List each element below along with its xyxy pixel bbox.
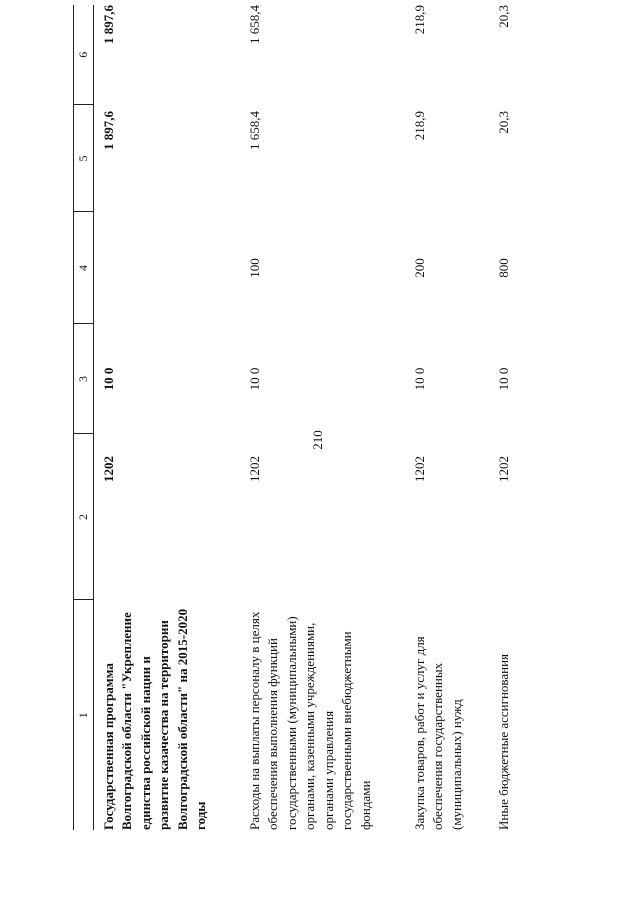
row-program-code: 10 0: [100, 367, 116, 391]
header-col-6: 6: [74, 5, 94, 105]
row-section-code: 1202: [411, 456, 427, 482]
row-expense-type: 800: [495, 258, 511, 278]
header-col-1: 1: [74, 600, 94, 830]
table-row: [489, 5, 535, 830]
header-col-3: 3: [74, 324, 94, 434]
row-name: Расходы на выплаты персоналу в целях обеспечения выполнения функций государственными (муниципальными) органами, казенными учреждениями, органами управления государственными внебюджетными фондами: [246, 611, 373, 830]
row-amount-col5: 218,9: [411, 111, 427, 141]
row-section-code: 1202: [495, 456, 511, 482]
row-amount-col6: 1 658,4: [246, 5, 262, 44]
rotated-table-container: [73, 5, 633, 830]
header-col-4: 4: [74, 212, 94, 324]
row-program-code: 10 0: [411, 367, 427, 391]
row-amount-col5: 20,3: [495, 111, 511, 134]
row-amount-col6: 218,9: [411, 5, 427, 35]
table-row: [93, 5, 240, 830]
header-col-5: 5: [74, 105, 94, 212]
row-section-code: 1202: [246, 456, 262, 482]
row-amount-col6: 1 897,6: [100, 5, 116, 44]
budget-table: [73, 5, 535, 830]
row-name: Закупка товаров, работ и услуг для обеспечения государственных (муниципальных) нужд: [411, 636, 464, 830]
row-expense-type: [93, 212, 240, 324]
row-program-code: 10 0: [495, 367, 511, 391]
row-expense-type: 200: [411, 258, 427, 278]
row-program-code: 10 0: [246, 367, 262, 391]
header-col-2: 2: [74, 434, 94, 600]
row-expense-type: 100: [246, 258, 262, 278]
table-row: [240, 5, 405, 830]
row-name: Государственная программа Волгоградской области "Укрепление единства российской нации и развитие казачества на территории Волгоградской области" на 2015-2020 годы: [100, 608, 208, 830]
row-section-code: 1202: [100, 456, 116, 482]
page-number: 210: [309, 430, 325, 450]
row-amount-col5: 1 658,4: [246, 111, 262, 150]
row-amount-col6: 20,3: [495, 5, 511, 28]
header-row: [74, 5, 94, 830]
table-row: [405, 5, 489, 830]
row-name: Иные бюджетные ассигнования: [495, 653, 511, 830]
row-amount-col5: 1 897,6: [100, 111, 116, 150]
